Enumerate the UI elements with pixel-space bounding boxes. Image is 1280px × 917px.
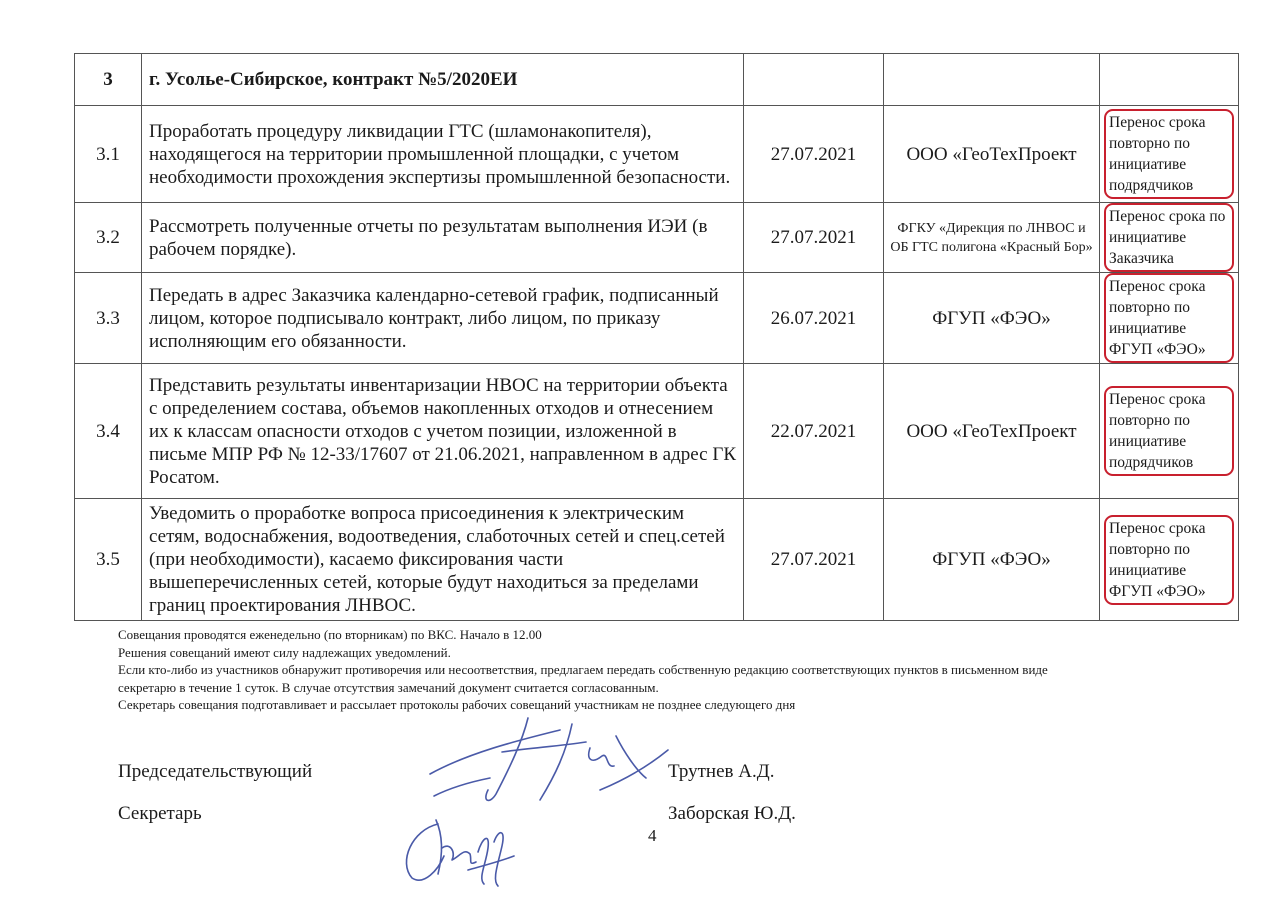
footnote-line: Совещания проводятся еженедельно (по вторникам) по ВКС. Начало в 12.00 [118, 627, 542, 642]
footnote-line: Секретарь совещания подготавливает и рассылает протоколы рабочих совещаний участникам не позднее следующего дня [118, 697, 796, 712]
table-row [75, 364, 1239, 499]
due-date: 27.07.2021 [744, 106, 884, 203]
responsible: ФГКУ «Дирекция по ЛНВОС и ОБ ГТС полигона «Красный Бор» [884, 203, 1100, 273]
row-number: 3.5 [75, 499, 142, 621]
row-number: 3.1 [75, 106, 142, 203]
section-header-row [75, 54, 1239, 106]
section-number: 3 [75, 54, 142, 106]
responsible: ООО «ГеоТехПроект [884, 106, 1100, 203]
row-number: 3.2 [75, 203, 142, 273]
footnotes [118, 626, 1228, 714]
note-highlight-box: Перенос срока повторно по инициативе подрядчиков [1104, 109, 1234, 199]
responsible: ООО «ГеоТехПроект [884, 364, 1100, 499]
empty-cell [744, 54, 884, 106]
chair-signature-image [410, 712, 680, 812]
task-text: Проработать процедуру ликвидации ГТС (шламонакопителя), находящегося на территории промышленной площадки, с учетом необходимости прохождения экспертизы промышленной безопасности. [142, 106, 744, 203]
note-highlight-box: Перенос срока повторно по инициативе ФГУП «ФЭО» [1104, 273, 1234, 363]
section-title: г. Усолье-Сибирское, контракт №5/2020ЕИ [142, 54, 744, 106]
task-text: Передать в адрес Заказчика календарно-сетевой график, подписанный лицом, которое подписывало контракт, либо лицом, по приказу исполняющим его обязанности. [142, 273, 744, 364]
footnote-line: секретарю в течение 1 суток. В случае отсутствия замечаний документ считается согласованным. [118, 679, 659, 695]
empty-cell [1100, 54, 1239, 106]
due-date: 27.07.2021 [744, 499, 884, 621]
note-cell [1100, 499, 1239, 621]
table-row [75, 499, 1239, 621]
chair-role: Председательствующий [118, 761, 313, 782]
note-cell [1100, 203, 1239, 273]
task-text: Представить результаты инвентаризации НВОС на территории объекта с определением состава, объемов накопленных отходов и отнесением их к классам опасности отходов с учетом позиции, изложенной в письме МПР РФ № 12-33/17607 от 21.06.2021, направленном в адрес ГК Росатом. [142, 364, 744, 499]
page-number: 4 [648, 826, 657, 845]
responsible: ФГУП «ФЭО» [884, 499, 1100, 621]
due-date: 27.07.2021 [744, 203, 884, 273]
note-cell [1100, 106, 1239, 203]
table-row [75, 203, 1239, 273]
tasks-table [74, 53, 1239, 621]
task-text: Рассмотреть полученные отчеты по результатам выполнения ИЭИ (в рабочем порядке). [142, 203, 744, 273]
note-cell [1100, 273, 1239, 364]
secretary-role: Секретарь [118, 803, 202, 824]
table-row [75, 273, 1239, 364]
responsible: ФГУП «ФЭО» [884, 273, 1100, 364]
note-cell [1100, 364, 1239, 499]
task-text: Уведомить о проработке вопроса присоединения к электрическим сетям, водоснабжения, водоотведения, слаботочных сетей и спец.сетей (при необходимости), касаемо фиксирования части вышеперечисленных сетей, которые будут находиться за пределами границ проектирования ЛНВОС. [142, 499, 744, 621]
note-highlight-box: Перенос срока по инициативе Заказчика [1104, 203, 1234, 272]
row-number: 3.3 [75, 273, 142, 364]
note-highlight-box: Перенос срока повторно по инициативе подрядчиков [1104, 386, 1234, 476]
due-date: 26.07.2021 [744, 273, 884, 364]
secretary-signature-image [398, 812, 528, 892]
secretary-name: Заборская Ю.Д. [668, 803, 796, 824]
footnote-line: Если кто-либо из участников обнаружит противоречия или несоответствия, предлагаем передать собственную редакцию соответствующих пунктов в письменном виде [118, 662, 1048, 677]
footnote-line: Решения совещаний имеют силу надлежащих уведомлений. [118, 644, 451, 660]
due-date: 22.07.2021 [744, 364, 884, 499]
empty-cell [884, 54, 1100, 106]
note-highlight-box: Перенос срока повторно по инициативе ФГУП «ФЭО» [1104, 515, 1234, 605]
row-number: 3.4 [75, 364, 142, 499]
chair-name: Трутнев А.Д. [668, 761, 775, 782]
table-row [75, 106, 1239, 203]
